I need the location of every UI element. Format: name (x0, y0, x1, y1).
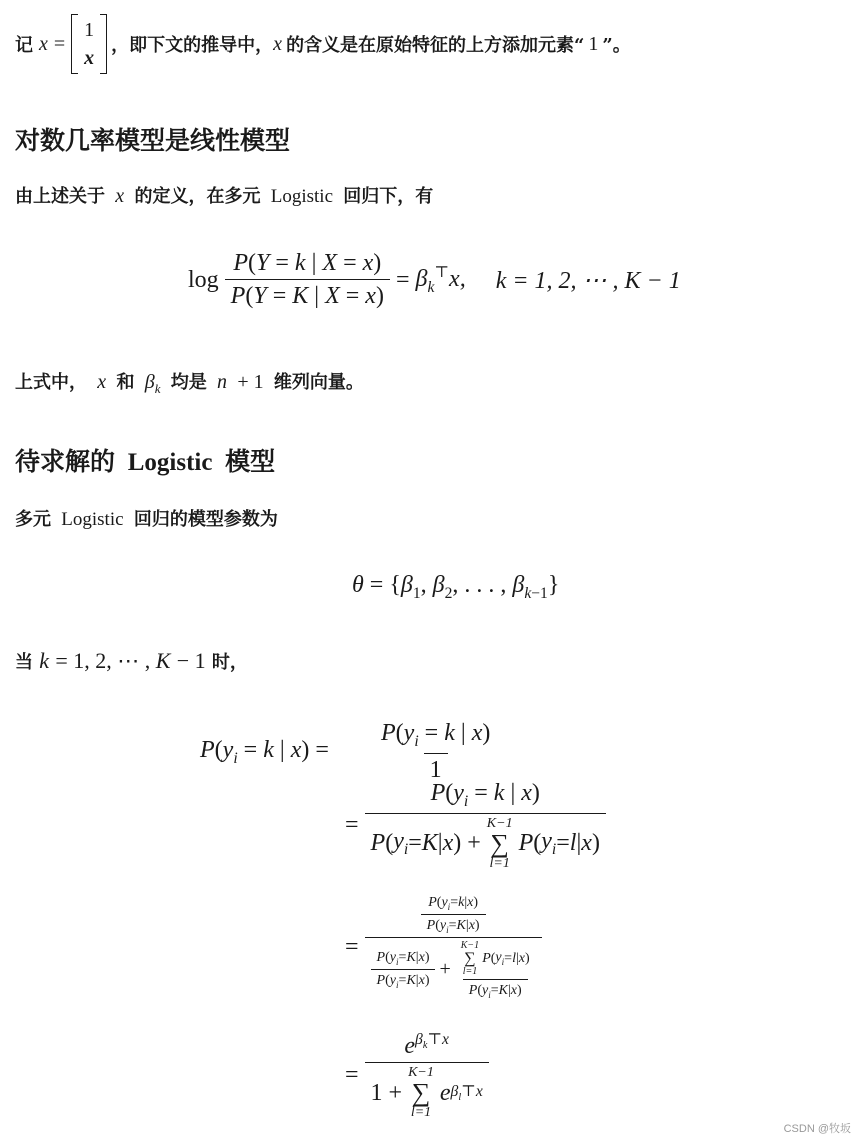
derivation-line-1-lhs: $P(y_i = k$ | x) = (200, 737, 329, 767)
intro-prefix: 记 (15, 35, 33, 56)
derivation-line-2: = $P(y_i = k$ | x) P ( $y_i$ = K | x ) + K−1 ∑ l=1 P ( $y_i$ = l | x ) (345, 780, 606, 871)
intro-paragraph: 记 x = 1 x ，即下文的推导中， x 的含义是在原始特征的上方添加元素“ 1 ”。 (15, 14, 631, 74)
section-heading-logistic-model: 待求解的 Logistic 模型 (15, 447, 276, 476)
parameters-paragraph: 多元 Logistic 回归的模型参数为 (15, 509, 278, 530)
intro-one: 1 (588, 32, 599, 55)
log-odds-equation: log $\frac{P(Y = k | X = x)}{P(Y = K | X = x)}$ = $\beta_k^⊤x$, k = 1, 2, ⋯ , K − 1 (188, 250, 681, 309)
intro-end: ”。 (602, 35, 631, 56)
section-heading-log-odds: 对数几率模型是线性模型 (15, 126, 291, 155)
derivation-line-1-rhs: $\frac{P(y_i = k | x)}{1}$ (381, 720, 491, 783)
column-vector: 1 x (71, 14, 107, 74)
intro-tail: 的含义是在原始特征的上方添加元素“ (286, 35, 585, 56)
derivation-line-4: = $e^{\beta_k⊤x}$ 1 + K−1 ∑ l=1 e $\beta_l⊤x$ (345, 1030, 489, 1120)
csdn-watermark: CSDN @牧坂 (783, 1123, 851, 1135)
when-paragraph: 当 k = 1, 2, ⋯ , K − 1 时， (15, 648, 248, 673)
vector-note-paragraph: 上式中， x 和 $\beta_k$ 均是 n + 1 维列向量。 (15, 371, 364, 396)
definition-paragraph: 由上述关于 x 的定义，在多元 Logistic 回归下，有 (15, 185, 434, 207)
intro-suffix: ，即下文的推导中， (111, 35, 274, 56)
theta-equation: $\theta = \{\beta_1$, $\beta_2$, . . . , $\beta_{k-1}$} (352, 572, 560, 602)
derivation-line-3: = $\frac{P(y_i=k|x)}{P(y_i=K|x)}$ $\frac{P(y_i=K|x)}{P(y_i=K|x)}$ + K−1 ∑ l=1 P ( $y_i$ = l | x ) $P(y_i=K|x)$ (345, 895, 542, 999)
